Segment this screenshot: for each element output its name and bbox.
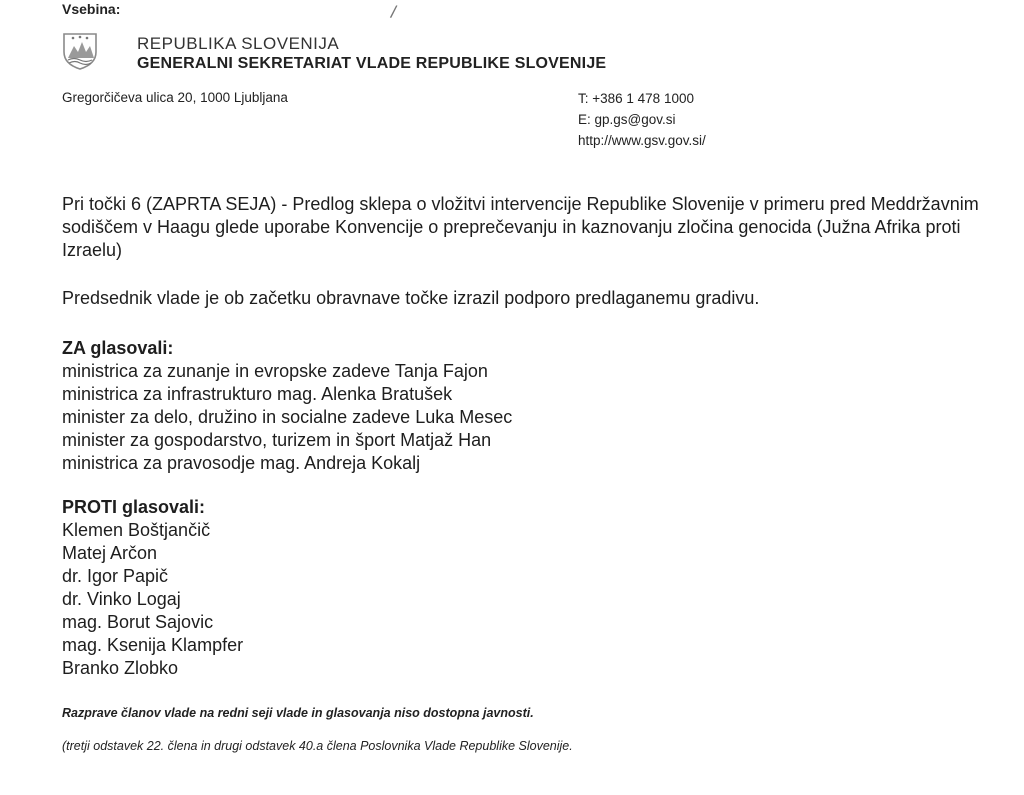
- contact-website: http://www.gsv.gov.si/: [578, 133, 706, 148]
- agenda-item-paragraph: Pri točki 6 (ZAPRTA SEJA) - Predlog sklepa o vložitvi intervencije Republike Slovenije v primeru pred Meddržavnim sodiščem v Haagu glede uporabe Konvencije o preprečevanju in kaznovanju zločina genocida (Južna Afrika proti Izraelu): [62, 194, 979, 260]
- list-item: dr. Vinko Logaj: [62, 589, 181, 609]
- votes-against-heading: PROTI glasovali:: [62, 497, 206, 517]
- list-item: ministrica za zunanje in evropske zadeve Tanja Fajon: [62, 361, 488, 381]
- list-item: mag. Borut Sajovic: [62, 612, 214, 632]
- handwritten-mark: /: [389, 1, 399, 23]
- votes-for-section: [62, 337, 512, 475]
- contact-email: E: gp.gs@gov.si: [578, 112, 676, 127]
- list-item: dr. Igor Papič: [62, 566, 169, 586]
- republic-name: REPUBLIKA SLOVENIJA: [137, 34, 340, 53]
- content-label: Vsebina:: [62, 1, 121, 17]
- contact-phone: T: +386 1 478 1000: [578, 91, 694, 106]
- legal-reference: (tretji odstavek 22. člena in drugi odstavek 40.a člena Poslovnika Vlade Republike Slovenije.: [62, 739, 573, 753]
- office-name: GENERALNI SEKRETARIAT VLADE REPUBLIKE SLOVENIJE: [137, 55, 607, 72]
- office-address: Gregorčičeva ulica 20, 1000 Ljubljana: [62, 90, 288, 105]
- list-item: ministrica za infrastrukturo mag. Alenka Bratušek: [62, 384, 453, 404]
- pm-statement: Predsednik vlade je ob začetku obravnave točke izrazil podporo predlaganemu gradivu.: [62, 288, 760, 308]
- coat-of-arms-icon: [60, 32, 100, 70]
- confidentiality-notice: Razprave članov vlade na redni seji vlade in glasovanja niso dostopna javnosti.: [62, 706, 534, 720]
- list-item: Matej Arčon: [62, 543, 158, 563]
- list-item: mag. Ksenija Klampfer: [62, 635, 244, 655]
- list-item: minister za delo, družino in socialne zadeve Luka Mesec: [62, 407, 513, 427]
- list-item: Klemen Boštjančič: [62, 520, 211, 540]
- list-item: Branko Zlobko: [62, 658, 179, 678]
- list-item: minister za gospodarstvo, turizem in šport Matjaž Han: [62, 430, 492, 450]
- votes-against-section: [62, 496, 243, 680]
- votes-for-heading: ZA glasovali:: [62, 338, 174, 358]
- contact-block: [578, 88, 706, 151]
- list-item: ministrica za pravosodje mag. Andreja Kokalj: [62, 453, 421, 473]
